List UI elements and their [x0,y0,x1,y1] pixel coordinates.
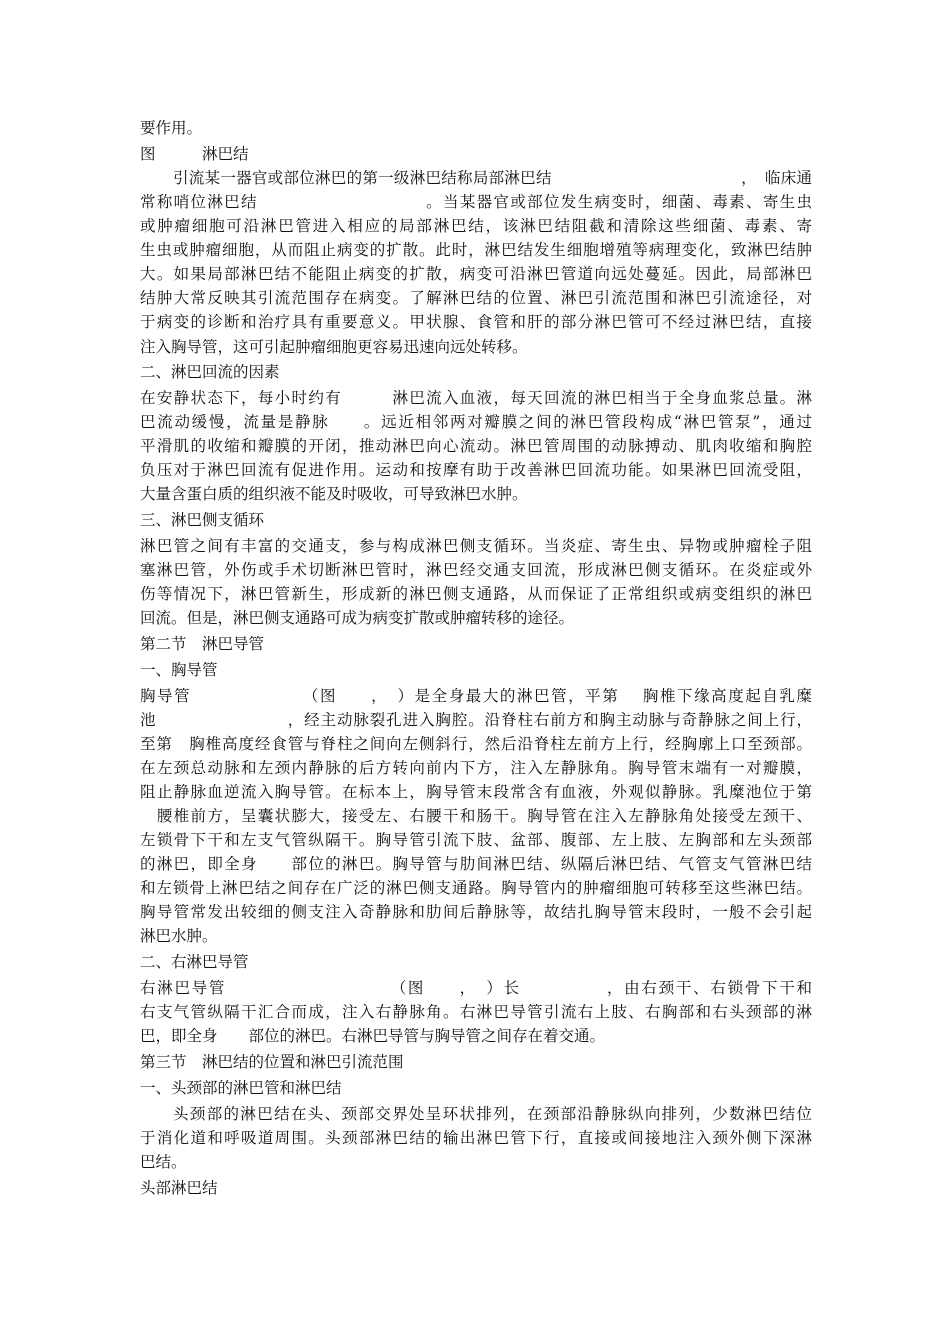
paragraph-line: 巴流动缓慢，流量是静脉 。远近相邻两对瓣膜之间的淋巴管段构成“淋巴管泵”，通过 [140,413,812,431]
paragraph-line: 头颈部的淋巴结在头、颈部交界处呈环状排列，在颈部沿静脉纵向排列，少数淋巴结位 [173,1105,812,1123]
paragraph-line: 塞淋巴管，外伤或手术切断淋巴管时，淋巴经交通支回流，形成淋巴侧支循环。在炎症或外 [140,561,812,579]
paragraph-line: 巴，即全身 部位的淋巴。右淋巴导管与胸导管之间存在着交通。 [140,1027,606,1045]
paragraph-line: 注入胸导管，这可引起肿瘤细胞更容易迅速向远处转移。 [140,338,528,356]
chapter-heading: 第三节 淋巴结的位置和淋巴引流范围 [140,1053,404,1071]
paragraph-line: 和左锁骨上淋巴结之间存在广泛的淋巴侧支通路。胸导管内的肿瘤细胞可转移至这些淋巴结。 [140,879,812,897]
figure-caption: 图 淋巴结 [140,145,249,163]
paragraph-line: 至第 胸椎高度经食管与脊柱之间向左侧斜行，然后沿脊柱左前方上行，经胸廓上口至颈部。 [140,735,812,753]
paragraph-line: 结肿大常反映其引流范围存在病变。了解淋巴结的位置、淋巴引流范围和淋巴引流途径，对 [140,289,812,307]
paragraph-line: 引流某一器官或部位淋巴的第一级淋巴结称局部淋巴结 ， 临床通 [173,169,812,187]
paragraph-line: 于病变的诊断和治疗具有重要意义。甲状腺、食管和肝的部分淋巴管可不经过淋巴结，直接 [140,313,812,331]
paragraph-line: 左锁骨下干和左支气管纵隔干。胸导管引流下肢、盆部、腹部、左上肢、左胸部和左头颈部 [140,831,812,849]
paragraph-line: 或肿瘤细胞可沿淋巴管进入相应的局部淋巴结，该淋巴结阻截和清除这些细菌、毒素、寄 [140,217,812,235]
paragraph-line: 淋巴管之间有丰富的交通支，参与构成淋巴侧支循环。当炎症、寄生虫、异物或肿瘤栓子阻 [140,537,812,555]
paragraph-line: 胸导管常发出较细的侧支注入奇静脉和肋间后静脉等，故结扎胸导管末段时，一般不会引起 [140,903,812,921]
paragraph-line: 腰椎前方，呈囊状膨大，接受左、右腰干和肠干。胸导管在注入左静脉角处接受左颈干、 [140,807,812,825]
paragraph-line: 生虫或肿瘤细胞，从而阻止病变的扩散。此时，淋巴结发生细胞增殖等病理变化，致淋巴结肿 [140,241,812,259]
section-heading: 二、淋巴回流的因素 [140,363,280,381]
paragraph-line: 在左颈总动脉和左颈内静脉的后方转向前内下方，注入左静脉角。胸导管末端有一对瓣膜， [140,759,812,777]
paragraph-line: 平滑肌的收缩和瓣膜的开闭，推动淋巴向心流动。淋巴管周围的动脉搏动、肌肉收缩和胸腔 [140,437,812,455]
paragraph-line: 常称哨位淋巴结 。当某器官或部位发生病变时，细菌、毒素、寄生虫 [140,193,812,211]
paragraph-line: 大。如果局部淋巴结不能阻止病变的扩散，病变可沿淋巴管道向远处蔓延。因此，局部淋巴 [140,265,812,283]
section-heading: 一、胸导管 [140,661,218,679]
section-heading: 一、头颈部的淋巴管和淋巴结 [140,1079,342,1097]
paragraph-line: 池 ，经主动脉裂孔进入胸腔。沿脊柱右前方和胸主动脉与奇静脉之间上行， [140,711,812,729]
paragraph-line: 回流。但是，淋巴侧支通路可成为病变扩散或肿瘤转移的途径。 [140,609,575,627]
section-heading: 三、淋巴侧支循环 [140,511,265,529]
text-line: 要作用。 [140,119,203,137]
paragraph-line: 淋巴水肿。 [140,927,218,945]
paragraph-line: 右淋巴导管 （图 ， ）长 ，由右颈干、右锁骨下干和 [140,979,812,997]
paragraph-line: 阻止静脉血逆流入胸导管。在标本上，胸导管末段常含有血液，外观似静脉。乳糜池位于第 [140,783,812,801]
paragraph-line: 伤等情况下，淋巴管新生，形成新的淋巴侧支通路，从而保证了正常组织或病变组织的淋巴 [140,585,812,603]
paragraph-line: 负压对于淋巴回流有促进作用。运动和按摩有助于改善淋巴回流功能。如果淋巴回流受阻， [140,461,812,479]
paragraph-line: 胸导管 （图 ， ）是全身最大的淋巴管，平第 胸椎下缘高度起自乳糜 [140,687,812,705]
paragraph-line: 大量含蛋白质的组织液不能及时吸收，可导致淋巴水肿。 [140,485,528,503]
paragraph-line: 巴结。 [140,1153,187,1171]
section-heading: 二、右淋巴导管 [140,953,249,971]
paragraph-line: 右支气管纵隔干汇合而成，注入右静脉角。右淋巴导管引流右上肢、右胸部和右头颈部的淋 [140,1003,812,1021]
chapter-heading: 第二节 淋巴导管 [140,635,265,653]
subsection-heading: 头部淋巴结 [140,1179,218,1197]
paragraph-line: 的淋巴，即全身 部位的淋巴。胸导管与肋间淋巴结、纵隔后淋巴结、气管支气管淋巴结 [140,855,812,873]
paragraph-line: 在安静状态下，每小时约有 淋巴流入血液，每天回流的淋巴相当于全身血浆总量。淋 [140,389,812,407]
paragraph-line: 于消化道和呼吸道周围。头颈部淋巴结的输出淋巴管下行，直接或间接地注入颈外侧下深淋 [140,1129,812,1147]
